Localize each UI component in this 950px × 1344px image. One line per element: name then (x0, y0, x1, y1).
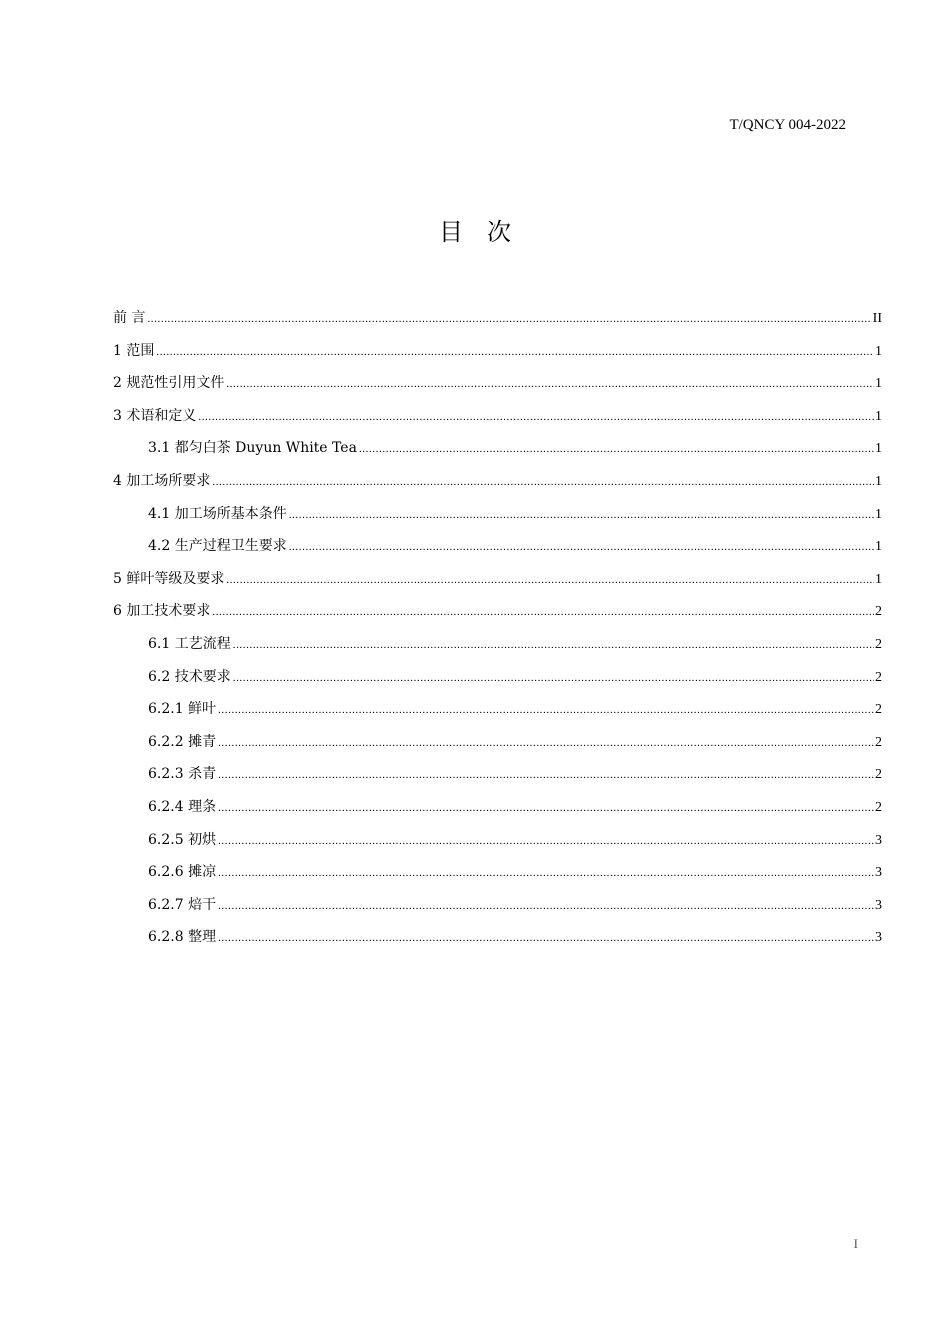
toc-dot-leader (218, 890, 874, 922)
toc-entry[interactable] (113, 400, 882, 433)
toc-entry-page: 1 (875, 376, 882, 392)
toc-dot-leader (226, 564, 874, 596)
toc-entry[interactable] (113, 563, 882, 596)
toc-entry-label: 6.2.2 摊青 (148, 733, 217, 750)
toc-entry-page: 3 (875, 865, 882, 881)
toc-entry-label: 6.2.5 初烘 (148, 831, 217, 848)
toc-entry[interactable] (113, 726, 882, 759)
toc-entry-label: 1 范围 (113, 342, 155, 359)
page-number: I (853, 1236, 858, 1251)
toc-dot-leader (218, 792, 874, 824)
toc-entry[interactable] (113, 889, 882, 922)
toc-dot-leader (218, 857, 874, 889)
toc-entry-page: 1 (875, 343, 882, 359)
toc-entry-page: 3 (875, 930, 882, 946)
toc-entry[interactable] (113, 824, 882, 857)
toc-entry-label: 6.2.8 整理 (148, 929, 217, 946)
toc-dot-leader (289, 499, 874, 531)
toc-entry-label: 前 言 (113, 310, 146, 326)
toc-entry[interactable] (113, 302, 882, 335)
toc-dot-leader (218, 727, 874, 759)
toc-dot-leader (233, 629, 874, 661)
toc-dot-leader (218, 825, 874, 857)
toc-entry-label: 4 加工场所要求 (113, 472, 211, 489)
toc-dot-leader (218, 694, 874, 726)
toc-entry-page: 2 (875, 669, 882, 685)
toc-entry-page: 2 (875, 604, 882, 620)
toc-entry[interactable] (113, 367, 882, 400)
toc-entry-page: 1 (875, 506, 882, 522)
toc-entry-label: 3.1 都匀白茶 Duyun White Tea (148, 440, 357, 457)
toc-dot-leader (218, 922, 874, 954)
toc-title-char-2: 次 (487, 218, 511, 246)
toc-entry[interactable] (113, 498, 882, 531)
toc-entry[interactable] (113, 661, 882, 694)
toc-entry-label: 5 鲜叶等级及要求 (113, 570, 225, 587)
toc-dot-leader (156, 336, 874, 368)
toc-entry-page: 2 (875, 636, 882, 652)
toc-entry-page: 2 (875, 734, 882, 750)
toc-entry-label: 3 术语和定义 (113, 407, 197, 424)
toc-entry-label: 4.1 加工场所基本条件 (148, 505, 287, 522)
table-of-contents (113, 302, 882, 954)
toc-entry[interactable] (113, 791, 882, 824)
toc-entry-page: 1 (875, 539, 882, 555)
toc-entry-label: 6.2.1 鲜叶 (148, 701, 217, 718)
document-code: T/QNCY 004-2022 (729, 117, 846, 133)
toc-entry[interactable] (113, 758, 882, 791)
toc-dot-leader (198, 401, 874, 433)
toc-entry-label: 6.2 技术要求 (148, 668, 231, 685)
toc-entry-label: 2 规范性引用文件 (113, 375, 225, 392)
toc-dot-leader (212, 466, 874, 498)
toc-dot-leader (226, 368, 874, 400)
toc-entry-page: 3 (875, 897, 882, 913)
toc-entry[interactable] (113, 432, 882, 465)
toc-entry-page: 1 (875, 473, 882, 489)
toc-entry[interactable] (113, 856, 882, 889)
toc-entry-label: 6 加工技术要求 (113, 603, 211, 620)
toc-entry[interactable] (113, 335, 882, 368)
toc-dot-leader (233, 662, 874, 694)
toc-entry-page: 2 (875, 767, 882, 783)
toc-entry-page: 2 (875, 799, 882, 815)
toc-dot-leader (289, 531, 874, 563)
toc-entry-page: 1 (875, 441, 882, 457)
toc-dot-leader (359, 433, 874, 465)
toc-dot-leader (212, 596, 874, 628)
toc-dot-leader (218, 759, 874, 791)
toc-entry-label: 6.2.7 焙干 (148, 896, 217, 913)
toc-entry-page: 1 (875, 571, 882, 587)
toc-title (0, 216, 950, 248)
toc-entry[interactable] (113, 921, 882, 954)
toc-entry-page: 1 (875, 408, 882, 424)
toc-entry[interactable] (113, 595, 882, 628)
toc-title-char-1: 目 (439, 218, 463, 246)
toc-dot-leader (147, 303, 871, 335)
toc-entry-page: 2 (875, 702, 882, 718)
toc-entry-label: 6.2.3 杀青 (148, 766, 217, 783)
toc-entry-label: 6.1 工艺流程 (148, 635, 231, 652)
toc-entry-label: 4.2 生产过程卫生要求 (148, 538, 287, 555)
toc-entry-page: 3 (875, 832, 882, 848)
toc-entry-page: II (872, 311, 882, 326)
toc-entry[interactable] (113, 628, 882, 661)
toc-entry[interactable] (113, 465, 882, 498)
toc-entry[interactable] (113, 530, 882, 563)
toc-entry-label: 6.2.6 摊凉 (148, 864, 217, 881)
toc-entry[interactable] (113, 693, 882, 726)
toc-entry-label: 6.2.4 理条 (148, 798, 217, 815)
